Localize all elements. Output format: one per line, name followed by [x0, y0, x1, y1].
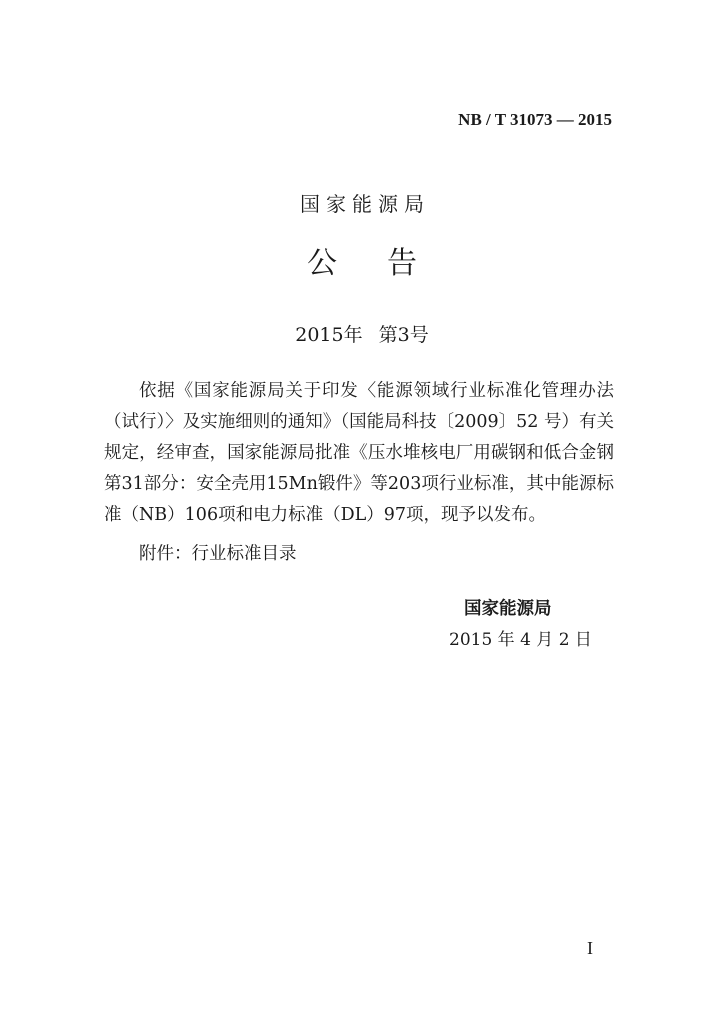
standard-code: NB / T 31073 — 2015	[458, 110, 612, 129]
signature-organization: 国家能源局	[464, 599, 552, 619]
attachment-line: 附件：行业标准目录	[139, 544, 297, 564]
document-title: 公告	[307, 246, 467, 281]
notice-body: 依据《国家能源局关于印发〈能源领域行业标准化管理办法（试行）〉及实施细则的通知》（国能局科技〔2009〕52 号）有关规定，经审查，国家能源局批准《压水堆核电厂用碳钢和低合金钢 第31部分：安全壳用15Mn锻件》等203项行业标准，其中能源标准（NB）106项和电力标准（DL）97项，现予以发布。	[104, 381, 632, 525]
signature-date: 2015 年 4 月 2 日	[449, 630, 592, 650]
issuer-heading: 国家能源局	[300, 192, 430, 216]
document-number: 2015年 第3号	[295, 324, 429, 346]
page-number: I	[587, 938, 593, 958]
